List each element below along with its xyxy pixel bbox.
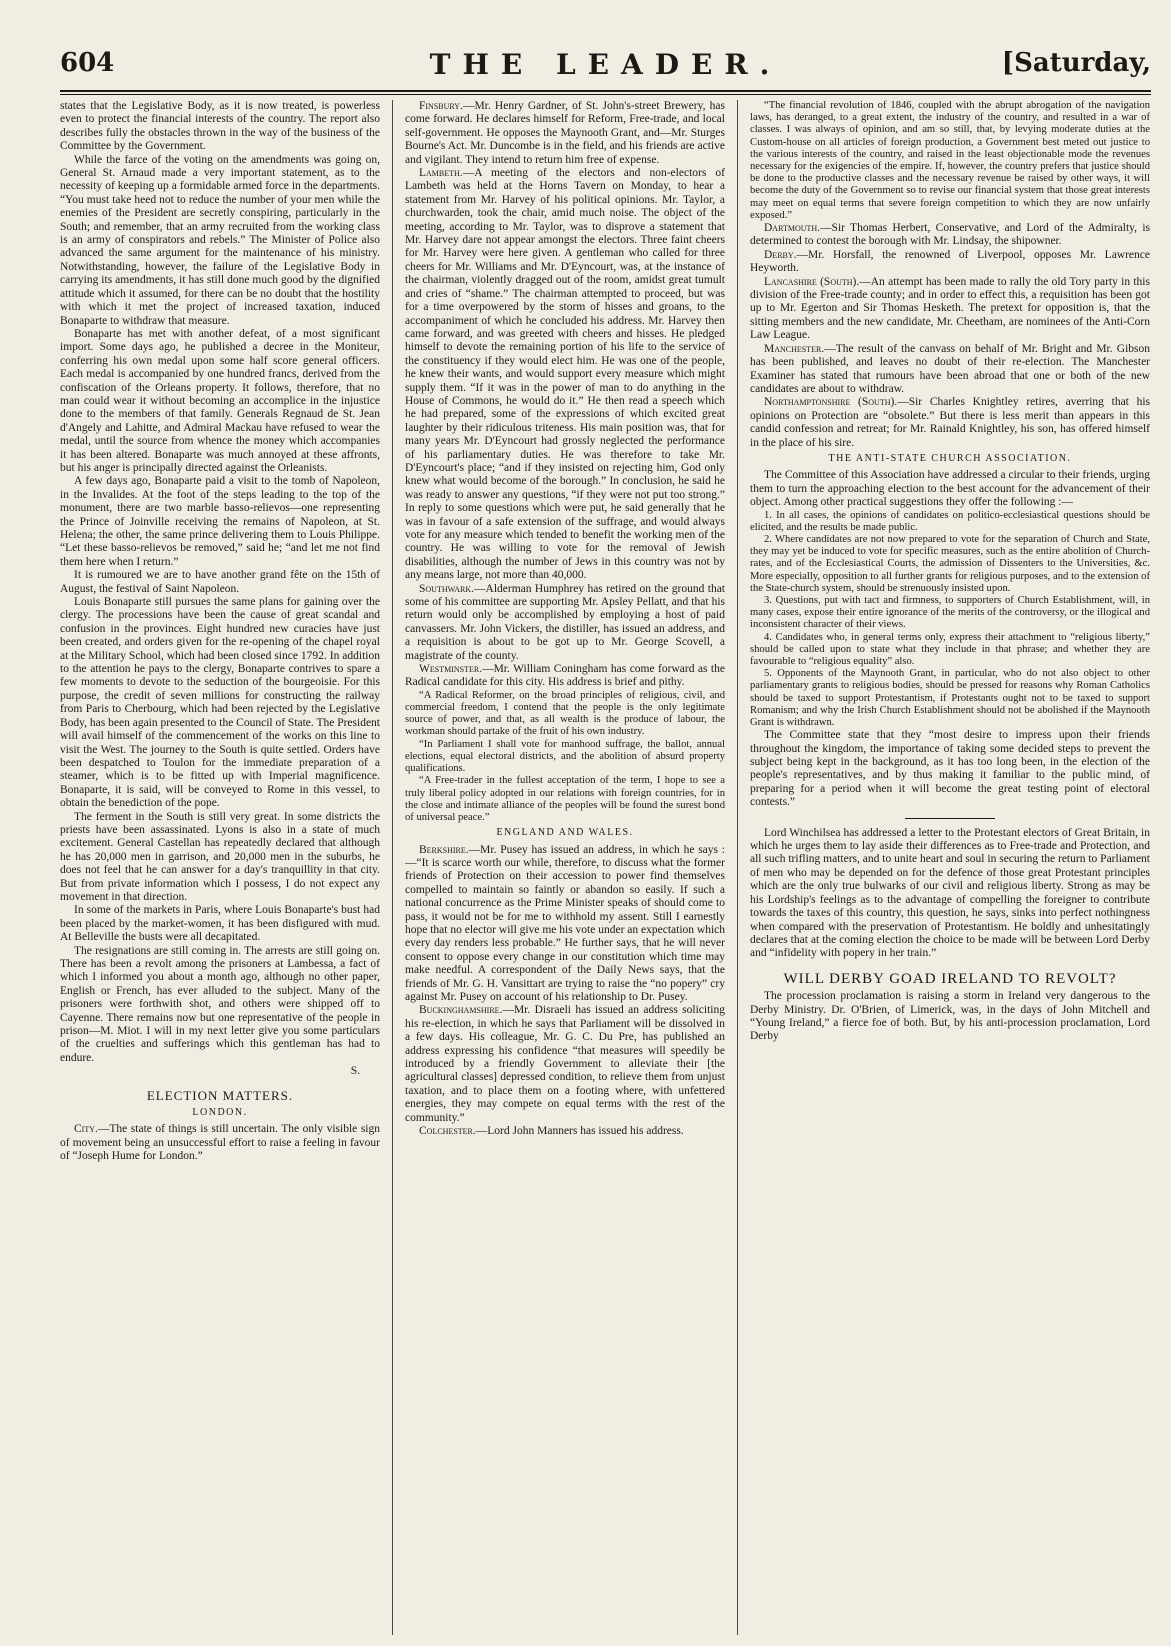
article-paragraph: Derby.—Mr. Horsfall, the renowned of Liverpool, opposes Mr. Lawrence Heyworth. — [750, 248, 1150, 275]
article-paragraph: Lord Winchilsea has addressed a letter to the Protestant electors of Great Britain, in which he urges them to lay aside their differences as to Free-trade and Protection, and all such trifling matters, and to unite heart and soul in securing the return to Parliament of men who may be depended on for the defence of those great Protestant principles which are the only true bulwarks of our civil and religious liberty. Strong as may be his Lordship's feelings as to the advantage of compelling the foreigner to contribute towards the taxes of this country, this question, he says, sinks into perfect nothingness when compared with the preservation of Protestantism. He boldly and unhesitatingly declares that at the coming election the choice to be made will be between Lord Derby and “infidelity with popery in her train.” — [750, 826, 1150, 960]
article-paragraph: Colchester.—Lord John Manners has issued his address. — [419, 1125, 684, 1138]
place-lead: Lancashire (South). — [764, 275, 860, 288]
column-3 — [750, 100, 1150, 1635]
place-lead: Buckinghamshire. — [419, 1004, 503, 1017]
place-lead: Berkshire. — [419, 843, 469, 856]
place-lead: Derby. — [764, 248, 797, 261]
article-paragraph: Bonaparte has met with another defeat, of a most significant import. Some days ago, he published a decree in the Moniteur, conferring his own medal upon some half score general officers. Each medal is accompanied by one hundred francs, derived from the confiscation of the Orleans property. It follows, therefore, that no man could wear it without becoming an accomplice in the injustice done to the members of that family. Generals Regnaud de St. Jean d'Angely and Lahitte, and Admiral Mackau have refused to wear the medal, until the source from whence the money which accompanies it has been altered. Bonaparte was much annoyed at these affronts, but his anger is principally directed against the Orleanists. — [60, 327, 380, 474]
article-paragraph: The Committee of this Association have addressed a circular to their friends, urging them to turn the approaching election to the best account for the advancement of their object. Among other practical suggestions they offer the following :— — [750, 469, 1150, 509]
article-paragraph: Lancashire (South).—An attempt has been made to rally the old Tory party in this division of the Free-trade county; and in order to effect this, a requisition has been got up to Mr. Egerton and Sir Thomas Hesketh. The pretext for opposition is, that the sitting members and the new candidate, Mr. Cheetham, are nominees of the Anti-Corn Law League. — [750, 275, 1150, 342]
section-subheading: ENGLAND AND WALES. — [496, 827, 634, 839]
place-lead: Westminster. — [419, 663, 483, 676]
place-lead: Northamptonshire (South). — [764, 396, 898, 409]
article-paragraph: In some of the markets in Paris, where Louis Bonaparte's bust had been placed by the market-women, it has been disfigured with mud. At Belleville the busts were all decapitated. — [60, 904, 380, 944]
section-heading: WILL DERBY GOAD IRELAND TO REVOLT? — [783, 970, 1117, 987]
article-paragraph: The Committee state that they “most desire to impress upon their friends throughout the kingdom, the importance of taking some decided steps to prevent the subject being kept in the background, as it has too long been, in the election of the people's representatives, and by thus making it familiar to the public mind, of preparing for a period when it will become the great testing point of electoral contests.” — [750, 729, 1150, 809]
article-paragraph: Finsbury.—Mr. Henry Gardner, of St. John's-street Brewery, has come forward. He declares himself for Reform, Free-trade, and local self-government. He opposes the Maynooth Grant, and—Mr. Sturges Bourne's Act. Mr. Duncombe is in the field, and his friends are active and vigilant. They intend to return him free of expense. — [405, 100, 725, 166]
list-item: 4. Candidates who, in general terms only, express their attachment to “religious liberty,” should be called upon to state what they include in that phrase; and whether they are favourable to “religious equality” also. — [750, 631, 1150, 667]
article-paragraph: Southwark.—Alderman Humphrey has retired on the ground that some of his committee are supporting Mr. Apsley Pellatt, and that his return would only be accomplished by employing a host of paid canvassers. Mr. John Vickers, the distiller, has issued an address, and a requisition is about to be got up to Mr. George Scovell, a magistrate of the county. — [405, 582, 725, 662]
paper-title: THE LEADER. — [429, 48, 782, 81]
column-1 — [60, 100, 380, 1635]
place-lead: Finsbury. — [419, 100, 463, 112]
quoted-address: “The financial revolution of 1846, coupled with the abrupt abrogation of the navigation laws, has deranged, to a great extent, the industry of the country, and resulted in a war of classes. I was always of opinion, and am so still, that, by levying moderate duties at the Custom-house on all articles of foreign production, a Government best meted out justice to the various interests of the country, and raised in the least objectionable mode the revenues necessary for the exigencies of the empire. If, however, the country prefers that justice should be done to the productive classes and the necessary revenue be raised by other ways, it will become the duty of the Government so to revise our financial system that those great interests may meet on equal terms that severe foreign competition to which they are now unfairly exposed.” — [750, 100, 1150, 221]
article-paragraph: While the farce of the voting on the amendments was going on, General St. Arnaud made a very important statement, as to the necessity of keeping up a formidable armed force in the departments. “You must take heed not to reduce the number of your men while the enemies of the President are secretly conspiring, particularly in the South; and remember, that an army recruited from the working class is an army of conspirators and rebels.” The Minister of Police also advanced the same argument for the maintenance of his ministry. Notwithstanding, however, the failure of the Legislative Body in carrying its amendments, it has still done much good by the dignified attitude which it assumed, for there can be no doubt that the hostility with which it met the project of increased taxation, induced Bonaparte to withdraw that measure. — [60, 153, 380, 327]
quoted-address: “A Radical Reformer, on the broad principles of religious, civil, and commercial freedom, I contend that the people is the only legitimate source of power, and that, as all wealth is the produce of labour, the workman should partake of the fruit of his own industry. — [405, 689, 725, 738]
article-paragraph: The ferment in the South is still very great. In some districts the priests have been assassinated. Lyons is also in a state of much excitement. General Castellan has repeatedly declared that although he has 20,000 men in garrison, and 20,000 men in the suburbs, he does not feel that he can answer for a day's tranquillity in that city. But from private information which I possess, I do not expect any movement in that direction. — [60, 810, 380, 903]
article-paragraph: states that the Legislative Body, as it is now treated, is powerless even to protect the financial interests of the country. The report also describes fully the obstacles thrown in the way of the business of the Committee by the Government. — [60, 100, 380, 153]
masthead-rule-thin — [60, 94, 1151, 95]
article-paragraph: Dartmouth.—Sir Thomas Herbert, Conservative, and Lord of the Admiralty, is determined to contest the borough with Mr. Lindsay, the shipowner. — [750, 222, 1150, 248]
article-paragraph: A few days ago, Bonaparte paid a visit to the tomb of Napoleon, in the Invalides. At the foot of the steps leading to the top of the monument, there are two marble basso-relievos—one representing the Prince of Joinville receiving the remains of Napoleon, at St. Helena; the other, the same prince delivering them to Louis Philippe. “Let these basso-relievos be removed,” said he; “and let me not find them here when I return.” — [60, 475, 380, 568]
article-paragraph: The procession proclamation is raising a storm in Ireland very dangerous to the Derby Ministry. Dr. O'Brien, of Limerick, was, in the days of John Mitchell and “Young Ireland,” a fierce foe of both. But, by his anti-procession proclamation, Lord Derby — [750, 990, 1150, 1043]
place-lead: Dartmouth. — [764, 222, 821, 235]
article-paragraph: Lambeth.—A meeting of the electors and non-electors of Lambeth was held at the Horns Tavern on Monday, to hear a statement from Mr. Harvey of his political opinions. Mr. Taylor, a churchwarden, took the chair, amid much noise. The object of the meeting, according to Mr. Taylor, was to disprove a statement that Mr. Harvey dare not appear amongst the electors. Three faint cheers for Mr. Harvey were here given. A gentleman who called for three cheers for Mr. Williams and Mr. D'Eyncourt, was, at the instance of the chairman, violently dragged out of the room, amidst great tumult and cries of “shame.” The chairman attempted to proceed, but was for a time overpowered by the storm of hisses and groans, to the accompaniment of which he concluded his address. Mr. Harvey then came forward, and was greeted with cheers and hisses. He pledged himself to devote the remaining portion of his life to the service of the constituency if they would elect him. He was one of the people, he knew their wants, and would support every measure which might supply them. “If it was in the power of man to do anything in the House of Commons, he would do it.” He then read a speech which he had prepared, some of the expressions of which excited great laughter by their ridiculous triteness. His main position was, that for many years Mr. D'Eyncourt had grossly neglected the performance of his parliamentary duties. He was therefore to take Mr. D'Eyncourt's place; “and if they insisted on rejecting him, God only knew what would become of the borough.” In conclusion, he said he was ready to answer any questions, “if they were not put too strong.” In reply to some questions which were put, he said generally that he was in favour of a safe extension of the suffrage, and would always vote for any measure which tended to benefit the working men of the country. He was willing to vote for the removal of Jewish disabilities, although the number of Jews in this country was not by any means large, not more than 40,000. — [405, 167, 725, 582]
column-divider — [392, 100, 393, 1635]
article-paragraph: Northamptonshire (South).—Sir Charles Knightley retires, averring that his opinions on Protection are “obsolete.” But there is less merit than appears in this candid confession and retreat; for Mr. Rainald Knightley, his son, has offered himself in the place of his sire. — [750, 396, 1150, 449]
place-lead: Manchester. — [764, 342, 825, 355]
column-2 — [405, 100, 725, 1635]
article-paragraph: Westminster.—Mr. William Coningham has come forward as the Radical candidate for this city. His address is brief and pithy. — [405, 663, 725, 689]
article-paragraph: Buckinghamshire.—Mr. Disraeli has issued an address soliciting his re-election, in which he says that Parliament will be dissolved in a few days. His colleague, Mr. G. C. Du Pre, has published an address expressing his confidence “that measures will speedily be introduced by a friendly Government to alleviate their [the agricultural classes] depressed condition, to relieve them from unjust taxation, and to place them on a footing where, with unfettered energies, they may compete on equal terms with the rest of the community.” — [405, 1004, 725, 1124]
article-paragraph: The resignations are still coming in. The arrests are still going on. There has been a revolt among the prisoners at Lambessa, a fact of which I informed you about a month ago, although no other paper, English or French, has ever alluded to the subject. Many of the prisoners were forthwith shot, and others were shipped off to Cayenne. There remains now but one representative of the people in prison—M. Miot. I will in my next letter give you some particulars of the cruelties and sufferings which this gentleman has had to endure. — [60, 944, 380, 1064]
page-number: 604 — [60, 48, 115, 78]
section-subheading: LONDON. — [192, 1107, 248, 1119]
place-lead: Colchester. — [419, 1125, 476, 1138]
section-divider — [905, 818, 995, 819]
masthead-rule — [60, 90, 1151, 92]
place-lead: Southwark. — [419, 582, 475, 595]
quoted-address: “A Free-trader in the fullest acceptation of the term, I hope to see a truly liberal policy adopted in our relations with foreign countries, for in the close and intimate alliance of the peoples will be found the surest bond of universal peace.” — [405, 775, 725, 823]
article-paragraph: It is rumoured we are to have another grand fête on the 15th of August, the festival of Saint Napoleon. — [60, 569, 380, 595]
place-lead: Lambeth. — [419, 167, 463, 180]
list-item: 1. In all cases, the opinions of candidates on politico-ecclesiastical questions should be elicited, and the results be made public. — [750, 509, 1150, 533]
place-lead: City. — [74, 1123, 98, 1136]
quoted-address: “In Parliament I shall vote for manhood suffrage, the ballot, annual elections, equal electoral districts, and the abolition of absurd property qualifications. — [405, 738, 725, 775]
column-divider — [737, 100, 738, 1635]
issue-day: [Saturday, — [1001, 48, 1151, 78]
article-paragraph: Louis Bonaparte still pursues the same plans for gaining over the clergy. The processions have been the cause of great scandal and confusion in the provinces. Eight hundred new curacies have just been created, and orders given for the re-opening of the chapel royal at the Military School, which had been closed since 1792. In addition to the attention he pays to the clergy, Bonaparte contrives to spare a few moments to devote to the seduction of the bourgeoisie. For this purpose, the credit of seven millions for constructing the railway from Paris to Cherbourg, which had been rejected by the Legislative Body, has been again presented to the Council of State. The President will avail himself of the commencement of the works on this line to visit the West. The journey to the South is quite settled. Orders have been despatched to Toulon for the immediate preparation of a steamer, which is to be fitted up with Imperial magnificence. Bonaparte, it is said, will be conveyed to Rome in this vessel, to obtain the benediction of the pope. — [60, 596, 380, 810]
list-item: 3. Questions, put with tact and firmness, to supporters of Church Establishment, will, in many cases, expose their entire ignorance of the merits of the controversy, or the illogical and inconsistent character of their views. — [750, 594, 1150, 631]
correspondent-signature: S. — [350, 1065, 360, 1078]
list-item: 2. Where candidates are not now prepared to vote for the separation of Church and State, they may yet be induced to vote for specific measures, such as the entire abolition of Church-rates, and of the Ecclesiastical Courts, the admission of Dissenters to the Universities, &c. More especially, opposition to all further grants for religious purposes, and to the extension of the State-church system, should be strenuously insisted upon. — [750, 533, 1150, 594]
article-paragraph: Berkshire.—Mr. Pusey has issued an address, in which he says :—“It is scarce worth our while, therefore, to discuss what the former friends of Protection on their accession to power find themselves compelled to maintain so faintly or abandon so easily. If such a national concurrence as the Prime Minister speaks of should come to pass, it would not be for me to withhold my assent. Still I earnestly hope that no elector will give me his vote under an expectation which every day renders less probable.” He further says, that he will never consent to oppose every change in our constitution which time may make needful. A correspondent of the Daily News says, that the friends of Mr. G. H. Vansittart are trying to raise the “no popery” cry against Mr. Pusey on account of his relationship to Dr. Pusey. — [405, 843, 725, 1003]
masthead — [60, 48, 1151, 88]
article-paragraph: Manchester.—The result of the canvass on behalf of Mr. Bright and Mr. Gibson has been published, and leaves no doubt of their re-election. The Manchester Examiner has stated that rumours have been abroad that one or both of the new candidates are about to withdraw. — [750, 342, 1150, 395]
list-item: 5. Opponents of the Maynooth Grant, in particular, who do not also object to other parliamentary grants to religious bodies, should be pressed for reasons why Roman Catholics should be taxed to support Protestantism, if Protestants ought not to be taxed to support Romanism; and why the Irish Church Establishment should not be abolished if the Maynooth Grant is withdrawn. — [750, 668, 1150, 729]
section-subheading: THE ANTI-STATE CHURCH ASSOCIATION. — [828, 452, 1072, 464]
article-paragraph: City.—The state of things is still uncertain. The only visible sign of movement being an unsuccessful effort to raise a feeling in favour of “Joseph Hume for London.” — [60, 1123, 380, 1163]
section-heading: ELECTION MATTERS. — [146, 1087, 294, 1103]
